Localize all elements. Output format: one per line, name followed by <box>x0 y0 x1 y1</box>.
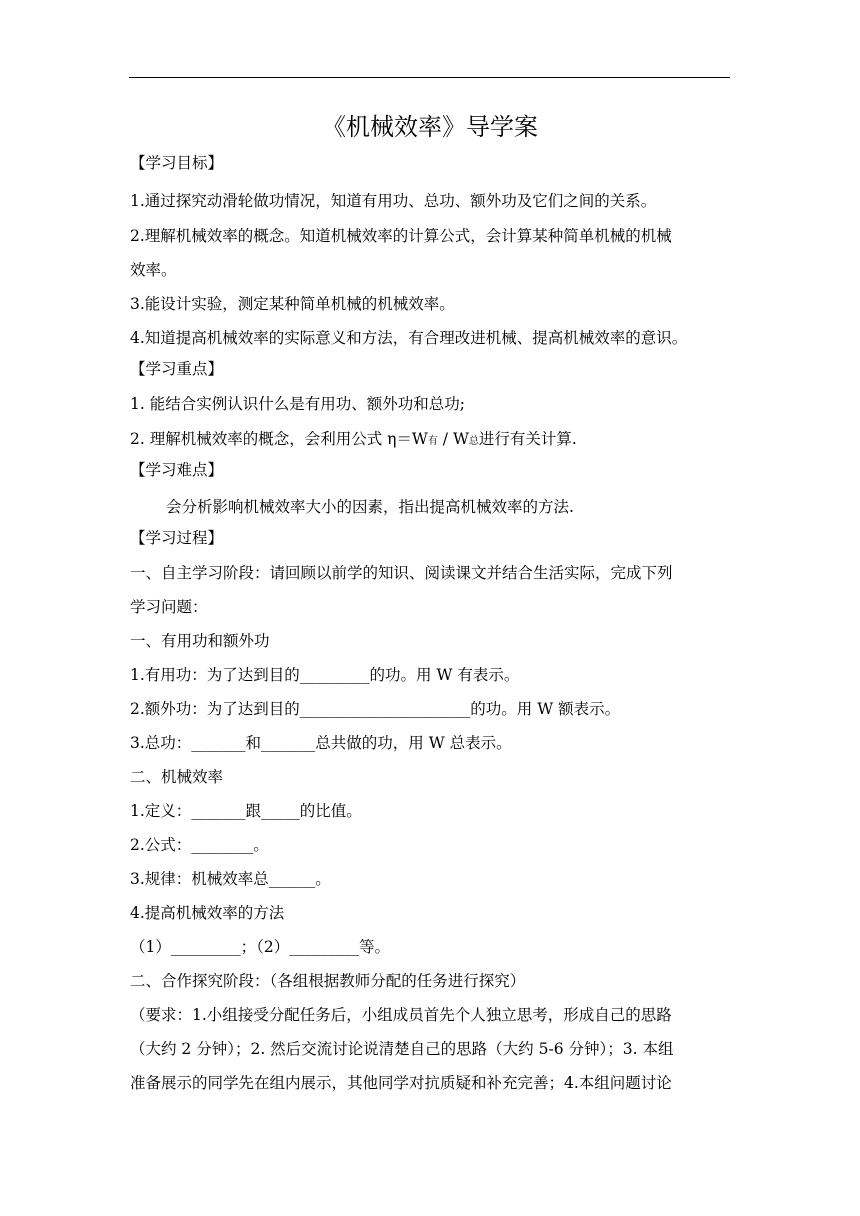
useful-subscript: 有 <box>427 436 438 447</box>
requirement-line: 准备展示的同学先在组内展示，其他同学对抗质疑和补充完善；4.本组问题讨论 <box>130 1074 672 1092</box>
process-heading: 【学习过程】 <box>130 529 224 547</box>
requirement-line: （大约 2 分钟）；2. 然后交流讨论说清楚自己的思路（大约 5-6 分钟）；3. 本组 <box>130 1040 674 1058</box>
total-work-blank: 3.总功：_______和_______总共做的功，用 W 总表示。 <box>130 734 512 752</box>
section-efficiency: 二、机械效率 <box>130 768 224 786</box>
process-line: 学习问题： <box>130 598 208 616</box>
section-useful-extra-work: 一、有用功和额外功 <box>130 632 270 650</box>
goal-2: 2.理解机械效率的概念。知道机械效率的计算公式，会计算某种简单机械的机械 <box>130 227 672 245</box>
key-point-2 <box>130 426 577 455</box>
key-point-2-suffix: 进行有关计算. <box>478 430 577 448</box>
improve-methods: 4.提高机械效率的方法 <box>130 904 285 922</box>
goal-1: 1.通过探究动滑轮做功情况，知道有用功、总功、额外功及它们之间的关系。 <box>130 192 657 210</box>
cooperative-stage: 二、合作探究阶段：（各组根据教师分配的任务进行探究） <box>130 972 526 990</box>
key-point-2-prefix: 2. 理解机械效率的概念，会利用公式 η＝W <box>130 430 428 448</box>
goal-4: 4.知道提高机械效率的实际意义和方法，有合理改进机械、提高机械效率的意识。 <box>130 329 688 347</box>
formula-blank: 2.公式：________。 <box>130 836 269 854</box>
goal-3: 3.能设计实验，测定某种简单机械的机械效率。 <box>130 295 455 313</box>
methods-blank: （1）_________；（2）_________等。 <box>130 938 390 956</box>
difficulty-text: 会分析影响机械效率大小的因素，指出提高机械效率的方法. <box>166 498 574 516</box>
extra-work-blank: 2.额外功：为了达到目的______________________的功。用 W 额表示。 <box>130 700 621 718</box>
process-line: 一、自主学习阶段：请回顾以前学的知识、阅读课文并结合生活实际，完成下列 <box>130 564 673 582</box>
useful-work-blank: 1.有用功：为了达到目的_________的功。用 W 有表示。 <box>130 666 520 684</box>
goal-2-continued: 效率。 <box>130 261 177 279</box>
requirement-line: （要求：1.小组接受分配任务后，小组成员首先个人独立思考，形成自己的思路 <box>130 1006 672 1024</box>
difficulty-heading: 【学习难点】 <box>130 461 224 479</box>
key-point-2-mid: / W <box>437 430 469 448</box>
definition-blank: 1.定义：_______跟_____的比值。 <box>130 802 362 820</box>
goals-heading: 【学习目标】 <box>130 154 224 172</box>
key-point-1: 1. 能结合实例认识什么是有用功、额外功和总功; <box>130 395 465 413</box>
rule-blank: 3.规律：机械效率总______。 <box>130 870 331 888</box>
total-subscript: 总 <box>468 436 479 447</box>
header-rule <box>129 77 730 78</box>
page-title: 《机械效率》导学案 <box>322 113 538 141</box>
key-points-heading: 【学习重点】 <box>130 360 224 378</box>
